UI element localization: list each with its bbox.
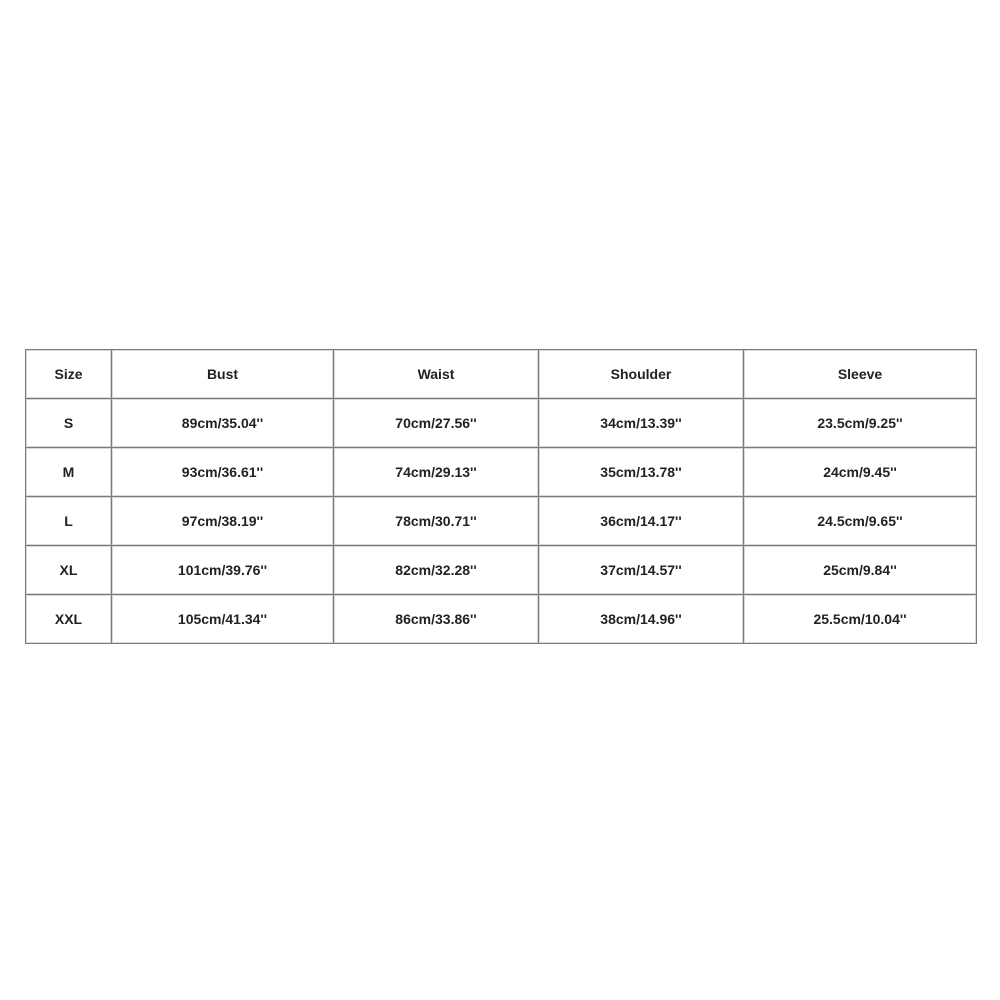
header-shoulder: Shoulder <box>539 350 744 399</box>
cell-waist: 74cm/29.13'' <box>334 448 539 497</box>
table-row <box>26 497 977 546</box>
cell-size: L <box>26 497 112 546</box>
cell-bust: 105cm/41.34'' <box>112 595 334 644</box>
header-waist: Waist <box>334 350 539 399</box>
cell-shoulder: 37cm/14.57'' <box>539 546 744 595</box>
cell-sleeve: 24.5cm/9.65'' <box>744 497 977 546</box>
cell-bust: 89cm/35.04'' <box>112 399 334 448</box>
cell-bust: 97cm/38.19'' <box>112 497 334 546</box>
cell-size: XL <box>26 546 112 595</box>
table-row <box>26 399 977 448</box>
header-bust: Bust <box>112 350 334 399</box>
cell-sleeve: 25cm/9.84'' <box>744 546 977 595</box>
cell-shoulder: 38cm/14.96'' <box>539 595 744 644</box>
table-row <box>26 595 977 644</box>
cell-waist: 70cm/27.56'' <box>334 399 539 448</box>
header-row <box>26 350 977 399</box>
table-row <box>26 448 977 497</box>
cell-sleeve: 23.5cm/9.25'' <box>744 399 977 448</box>
cell-sleeve: 25.5cm/10.04'' <box>744 595 977 644</box>
cell-size: S <box>26 399 112 448</box>
cell-size: XXL <box>26 595 112 644</box>
header-size: Size <box>26 350 112 399</box>
cell-waist: 78cm/30.71'' <box>334 497 539 546</box>
cell-shoulder: 36cm/14.17'' <box>539 497 744 546</box>
cell-size: M <box>26 448 112 497</box>
cell-bust: 101cm/39.76'' <box>112 546 334 595</box>
cell-shoulder: 35cm/13.78'' <box>539 448 744 497</box>
cell-shoulder: 34cm/13.39'' <box>539 399 744 448</box>
header-sleeve: Sleeve <box>744 350 977 399</box>
cell-bust: 93cm/36.61'' <box>112 448 334 497</box>
cell-sleeve: 24cm/9.45'' <box>744 448 977 497</box>
table-row <box>26 546 977 595</box>
size-chart-table <box>25 349 977 644</box>
cell-waist: 82cm/32.28'' <box>334 546 539 595</box>
cell-waist: 86cm/33.86'' <box>334 595 539 644</box>
